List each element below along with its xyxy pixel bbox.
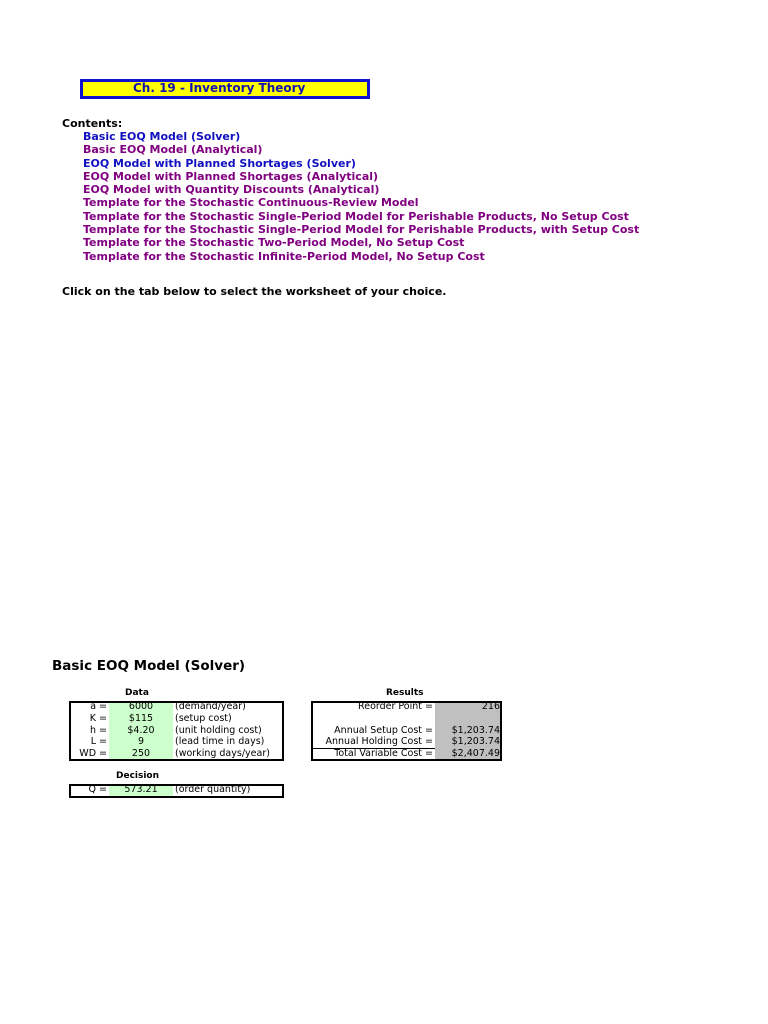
- decision-description: (order quantity): [175, 784, 251, 795]
- data-description: (setup cost): [175, 713, 232, 724]
- data-row-lead-time: [71, 736, 282, 748]
- contents-link-planned-shortages-solver[interactable]: EOQ Model with Planned Shortages (Solver): [83, 156, 356, 170]
- results-label: Total Variable Cost =: [334, 748, 433, 759]
- results-header: Results: [386, 688, 424, 698]
- data-label: K =: [89, 713, 107, 724]
- results-label: Annual Holding Cost =: [325, 736, 433, 747]
- contents-label: Contents:: [62, 117, 123, 130]
- data-description: (working days/year): [175, 748, 270, 759]
- contents-link-planned-shortages-analytical[interactable]: EOQ Model with Planned Shortages (Analytical): [83, 169, 379, 183]
- contents-link-continuous-review[interactable]: Template for the Stochastic Continuous-Review Model: [83, 196, 419, 210]
- data-label: WD =: [79, 748, 107, 759]
- results-label: Reorder Point =: [358, 701, 433, 712]
- data-value-cell[interactable]: 250: [109, 748, 173, 760]
- decision-row-order-quantity: [71, 784, 282, 796]
- data-value-cell[interactable]: $115: [109, 713, 173, 725]
- sheet-title: Ch. 19 - Inventory Theory: [133, 81, 306, 95]
- data-label: h =: [89, 725, 107, 736]
- contents-link-two-period[interactable]: Template for the Stochastic Two-Period Model, No Setup Cost: [83, 236, 465, 250]
- results-value: 216: [435, 701, 500, 713]
- data-label: a =: [90, 701, 107, 712]
- sheet-title-banner: [80, 79, 370, 99]
- results-row-annual-holding-cost: [313, 736, 500, 748]
- results-label: Annual Setup Cost =: [334, 725, 433, 736]
- data-label: L =: [90, 736, 107, 747]
- data-description: (lead time in days): [175, 736, 265, 747]
- contents-link-single-period-no-setup[interactable]: Template for the Stochastic Single-Period Model for Perishable Products, No Setup Cost: [83, 209, 629, 223]
- results-value: $2,407.49: [435, 748, 500, 760]
- decision-table: [69, 784, 284, 798]
- data-header: Data: [125, 688, 149, 698]
- data-value-cell[interactable]: $4.20: [109, 725, 173, 737]
- instruction-text: Click on the tab below to select the worksheet of your choice.: [62, 285, 447, 298]
- results-row-reorder-point: [313, 701, 500, 713]
- results-value: $1,203.74: [435, 725, 500, 737]
- contents-link-basic-eoq-solver[interactable]: Basic EOQ Model (Solver): [83, 130, 241, 143]
- section-title: Basic EOQ Model (Solver): [52, 658, 246, 674]
- data-value-cell[interactable]: 6000: [109, 701, 173, 713]
- contents-link-quantity-discounts[interactable]: EOQ Model with Quantity Discounts (Analytical): [83, 183, 380, 197]
- data-description: (demand/year): [175, 701, 246, 712]
- contents-link-infinite-period[interactable]: Template for the Stochastic Infinite-Period Model, No Setup Cost: [83, 249, 485, 263]
- results-value: $1,203.74: [435, 736, 500, 748]
- data-row-working-days: [71, 748, 282, 760]
- data-description: (unit holding cost): [175, 725, 262, 736]
- contents-link-list: [83, 130, 639, 263]
- results-row-total-variable-cost: [313, 748, 500, 760]
- decision-value-cell[interactable]: 573.21: [109, 784, 173, 796]
- data-row-demand: [71, 701, 282, 713]
- data-table: [69, 701, 284, 761]
- contents-link-basic-eoq-analytical[interactable]: Basic EOQ Model (Analytical): [83, 143, 263, 157]
- data-value-cell[interactable]: 9: [109, 736, 173, 748]
- data-row-setup-cost: [71, 713, 282, 725]
- decision-label: Q =: [88, 784, 107, 795]
- contents-link-single-period-with-setup[interactable]: Template for the Stochastic Single-Period Model for Perishable Products, with Setup Cost: [83, 223, 640, 237]
- decision-header: Decision: [116, 771, 160, 781]
- results-table: [311, 701, 502, 761]
